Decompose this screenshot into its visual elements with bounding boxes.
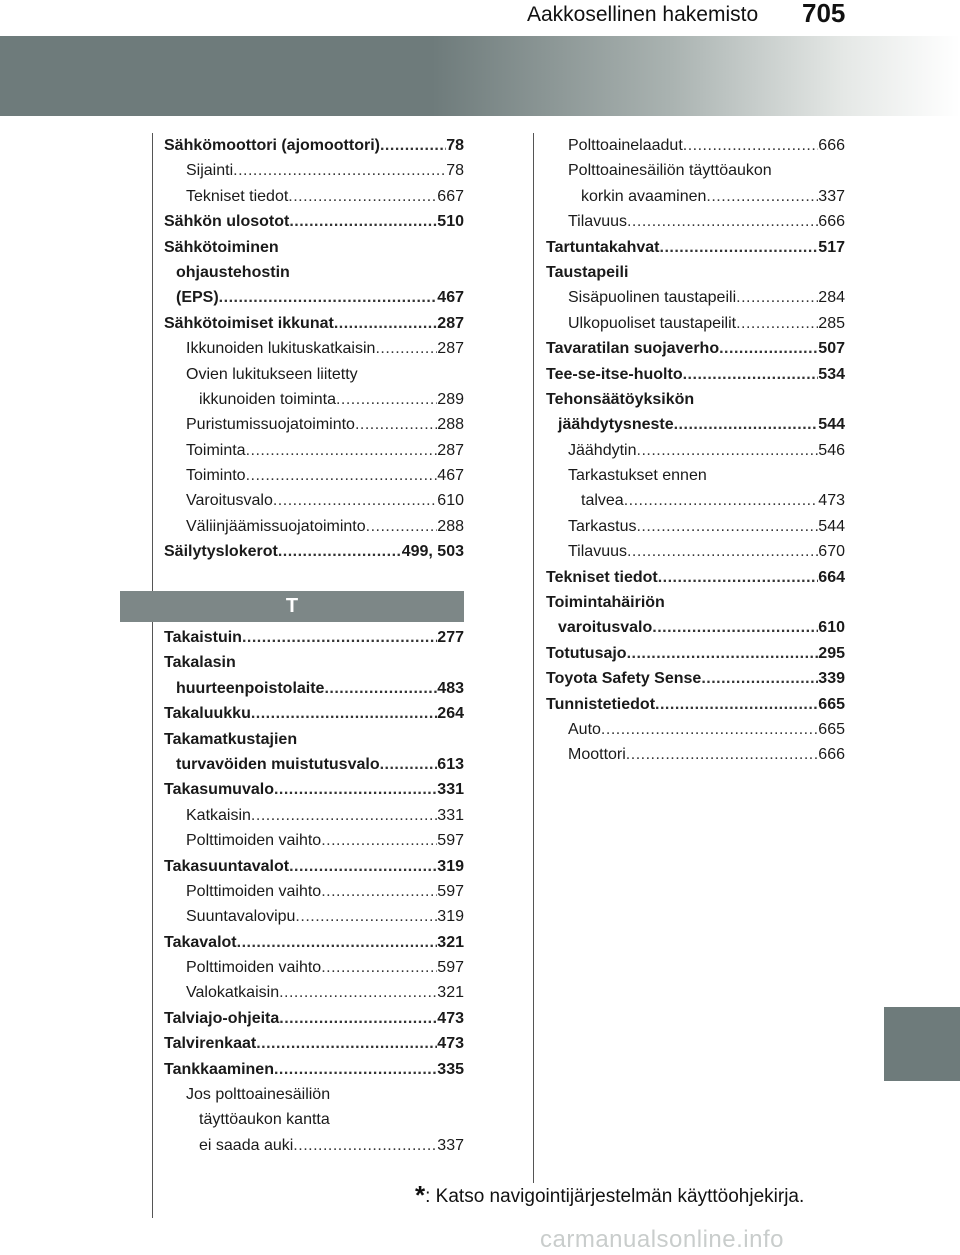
leader-dots [246, 438, 438, 463]
index-entry-page: 666 [818, 213, 845, 231]
index-entry [164, 701, 464, 726]
index-entry-page: 610 [437, 492, 464, 510]
index-entry-page: 546 [818, 441, 845, 459]
leader-dots [279, 980, 437, 1005]
index-entry [164, 980, 464, 1005]
index-entry [164, 1133, 464, 1158]
index-entry-term: Sähkötoimiset ikkunat [164, 314, 334, 332]
index-entry-page: 544 [818, 517, 845, 535]
index-entry-term: Takalasin [164, 654, 236, 672]
index-entry-term: Auto [568, 720, 601, 738]
index-entry [546, 158, 845, 183]
index-entry-term: varoitusvalo [558, 619, 653, 637]
index-entry [164, 362, 464, 387]
index-entry [546, 666, 845, 691]
index-entry-term: Polttoainelaadut [568, 136, 683, 154]
index-entry-term: Sijainti [186, 162, 234, 180]
index-entry-page: 337 [437, 1136, 464, 1154]
leader-dots [624, 488, 819, 513]
leader-dots [655, 692, 818, 717]
index-entry [164, 1107, 464, 1132]
index-entry-page: 597 [437, 882, 464, 900]
index-entry [546, 387, 845, 412]
index-entry [546, 539, 845, 564]
leader-dots [274, 1057, 437, 1082]
index-entry [546, 412, 845, 437]
leader-dots [288, 184, 437, 209]
leader-dots [334, 311, 437, 336]
header-band [0, 36, 960, 116]
index-entry [164, 158, 464, 183]
index-entry-term: Tekniset tiedot [546, 568, 658, 586]
index-column-left-bottom [164, 625, 464, 1158]
page-number: 705 [802, 0, 846, 28]
index-entry-page: 473 [437, 1035, 464, 1053]
index-entry-term: (EPS) [176, 289, 219, 307]
section-letter-bar: T [120, 591, 464, 622]
index-entry-page: 597 [437, 832, 464, 850]
index-entry-term: Tarkastus [568, 517, 637, 535]
footnote [415, 1180, 804, 1211]
index-entry-page: 544 [818, 416, 845, 434]
index-entry-term: Toiminta [186, 441, 246, 459]
leader-dots [321, 955, 437, 980]
index-entry-term: Valokatkaisin [186, 984, 280, 1002]
index-entry-page: 319 [437, 857, 464, 875]
index-entry [164, 930, 464, 955]
index-entry-term: Säilytyslokerot [164, 543, 278, 561]
index-entry [164, 904, 464, 929]
index-entry [164, 1057, 464, 1082]
index-entry-term: Toyota Safety Sense [546, 670, 702, 688]
leader-dots [683, 362, 819, 387]
leader-dots [636, 514, 818, 539]
leader-dots [736, 285, 818, 310]
index-entry-term: ikkunoiden toiminta [199, 390, 336, 408]
leader-dots [601, 717, 818, 742]
index-entry-term: Moottori [568, 746, 626, 764]
index-entry-term: Ulkopuoliset taustapeilit [568, 314, 737, 332]
index-entry-page: 517 [818, 238, 845, 256]
index-entry [546, 311, 845, 336]
index-entry-page: 664 [818, 568, 845, 586]
column-divider-right [533, 133, 534, 1183]
index-entry-page: 78 [446, 162, 464, 180]
index-entry-page: 289 [437, 390, 464, 408]
index-entry-term: Takasuuntavalot [164, 857, 290, 875]
index-entry-term: Tartuntakahvat [546, 238, 660, 256]
index-entry [164, 625, 464, 650]
index-entry-page: 337 [818, 187, 845, 205]
index-entry-page: 331 [437, 806, 464, 824]
index-column-right [546, 133, 845, 768]
leader-dots [233, 158, 446, 183]
index-entry-term: Toiminto [186, 467, 246, 485]
index-entry-page: 667 [437, 187, 464, 205]
index-entry [546, 742, 845, 767]
index-entry-page: 339 [818, 670, 845, 688]
chapter-side-tab [884, 1007, 960, 1081]
index-entry [546, 641, 845, 666]
index-entry-term: täyttöaukon kantta [199, 1111, 330, 1129]
index-entry-page: 665 [818, 695, 845, 713]
index-entry [164, 260, 464, 285]
index-entry-page: 335 [437, 1060, 464, 1078]
index-entry [164, 235, 464, 260]
index-entry [164, 1031, 464, 1056]
index-entry [164, 777, 464, 802]
index-entry [164, 311, 464, 336]
index-entry [164, 133, 464, 158]
index-entry-term: Polttimoiden vaihto [186, 959, 322, 977]
leader-dots [706, 184, 818, 209]
index-entry-page: 321 [437, 933, 464, 951]
index-entry [546, 590, 845, 615]
index-entry [164, 285, 464, 310]
index-entry [164, 676, 464, 701]
index-entry-term: Varoitusvalo [186, 492, 273, 510]
index-entry-term: Tarkastukset ennen [568, 467, 707, 485]
leader-dots [251, 701, 437, 726]
leader-dots [251, 803, 437, 828]
index-entry-term: ohjaustehostin [176, 263, 290, 281]
index-entry-term: Katkaisin [186, 806, 251, 824]
index-entry-term: Sähkömoottori (ajomoottori) [164, 136, 380, 154]
index-entry-page: 534 [818, 365, 845, 383]
index-entry-page: 331 [437, 781, 464, 799]
leader-dots [246, 463, 438, 488]
index-entry-term: Tilavuus [568, 543, 627, 561]
index-entry [164, 854, 464, 879]
leader-dots [652, 615, 818, 640]
index-entry-page: 665 [818, 720, 845, 738]
index-entry-term: Takaluukku [164, 705, 251, 723]
index-entry-page: 613 [437, 755, 464, 773]
index-entry [546, 133, 845, 158]
index-entry-page: 597 [437, 959, 464, 977]
index-entry-term: Tavaratilan suojaverho [546, 340, 720, 358]
index-entry-term: huurteenpoistolaite [176, 679, 325, 697]
index-entry-page: 666 [818, 136, 845, 154]
leader-dots [237, 930, 438, 955]
index-entry [164, 1082, 464, 1107]
index-entry [546, 488, 845, 513]
index-entry-term: Suuntavalovipu [186, 908, 296, 926]
index-entry-page: 483 [437, 679, 464, 697]
index-entry-term: Väliinjäämissuojatoiminto [186, 517, 366, 535]
index-entry-page: 285 [818, 314, 845, 332]
index-entry-page: 288 [437, 416, 464, 434]
leader-dots [274, 777, 437, 802]
index-entry [546, 615, 845, 640]
index-entry [164, 803, 464, 828]
index-entry [164, 209, 464, 234]
index-entry-page: 510 [437, 213, 464, 231]
index-entry [164, 412, 464, 437]
index-entry-term: Tilavuus [568, 213, 627, 231]
index-entry [546, 184, 845, 209]
index-entry-term: Jos polttoainesäiliön [186, 1086, 331, 1104]
index-entry-term: jäähdytysneste [558, 416, 674, 434]
leader-dots [279, 1006, 437, 1031]
leader-dots [660, 235, 819, 260]
index-entry-page: 670 [818, 543, 845, 561]
index-entry-page: 319 [437, 908, 464, 926]
index-entry [164, 828, 464, 853]
index-entry-page: 78 [446, 136, 464, 154]
index-entry [546, 463, 845, 488]
leader-dots [289, 854, 437, 879]
index-entry [546, 209, 845, 234]
index-entry-page: 264 [437, 705, 464, 723]
index-entry-term: Takavalot [164, 933, 237, 951]
index-entry [164, 438, 464, 463]
index-entry-term: Jäähdytin [568, 441, 637, 459]
index-entry-page: 610 [818, 619, 845, 637]
index-entry-term: Talvirenkaat [164, 1035, 257, 1053]
index-entry [164, 539, 464, 564]
index-entry-term: Sähkön ulosotot [164, 213, 290, 231]
index-entry-page: 666 [818, 746, 845, 764]
leader-dots [637, 438, 819, 463]
index-entry-term: Tankkaaminen [164, 1060, 274, 1078]
index-entry-term: Polttimoiden vaihto [186, 832, 322, 850]
index-entry [164, 488, 464, 513]
index-entry [546, 235, 845, 260]
index-entry-page: 295 [818, 644, 845, 662]
index-entry-term: Taustapeili [546, 263, 629, 281]
leader-dots [366, 514, 438, 539]
footnote-text: : Katso navigointijärjestelmän käyttöohjekirja. [425, 1186, 805, 1207]
index-entry-term: Tunnistetiedot [546, 695, 656, 713]
index-entry-term: Toimintahäiriön [546, 594, 665, 612]
leader-dots [683, 133, 819, 158]
leader-dots [719, 336, 818, 361]
index-entry [164, 727, 464, 752]
index-entry [546, 514, 845, 539]
leader-dots [242, 625, 437, 650]
leader-dots [380, 133, 446, 158]
leader-dots [289, 209, 437, 234]
index-entry [164, 752, 464, 777]
index-entry [164, 650, 464, 675]
index-entry-page: 287 [437, 314, 464, 332]
column-divider-left [152, 133, 153, 1218]
leader-dots [295, 904, 437, 929]
index-entry [546, 285, 845, 310]
index-entry-term: talvea [581, 492, 624, 510]
index-entry [164, 879, 464, 904]
leader-dots [219, 285, 438, 310]
index-entry-term: Takaistuin [164, 628, 242, 646]
leader-dots [321, 879, 437, 904]
index-entry-term: ei saada auki [199, 1136, 294, 1154]
index-entry [164, 387, 464, 412]
index-entry-term: Takamatkustajien [164, 730, 298, 748]
index-entry [546, 565, 845, 590]
index-column-left-top [164, 133, 464, 565]
index-entry-term: Polttimoiden vaihto [186, 882, 322, 900]
index-entry-term: Tee-se-itse-huolto [546, 365, 683, 383]
leader-dots [627, 539, 818, 564]
index-entry [546, 260, 845, 285]
leader-dots [658, 565, 819, 590]
leader-dots [375, 336, 437, 361]
index-entry [546, 717, 845, 742]
index-entry-page: 467 [437, 289, 464, 307]
index-entry [164, 336, 464, 361]
leader-dots [336, 387, 437, 412]
index-entry-page: 473 [818, 492, 845, 510]
index-entry-term: Sähkötoiminen [164, 238, 279, 256]
index-entry-term: Sisäpuolinen taustapeili [568, 289, 737, 307]
index-entry [164, 463, 464, 488]
index-entry-term: Takasumuvalo [164, 781, 274, 799]
leader-dots [701, 666, 818, 691]
index-entry [546, 438, 845, 463]
page-header [0, 0, 960, 36]
leader-dots [627, 209, 818, 234]
leader-dots [324, 676, 437, 701]
index-entry-page: 277 [437, 628, 464, 646]
index-entry [546, 336, 845, 361]
index-entry-term: Tekniset tiedot [186, 187, 289, 205]
index-entry [546, 692, 845, 717]
header-title: Aakkosellinen hakemisto [527, 3, 759, 26]
index-entry [164, 184, 464, 209]
leader-dots [256, 1031, 437, 1056]
watermark: carmanualsonline.info [540, 1226, 784, 1253]
leader-dots [293, 1133, 437, 1158]
index-entry-term: Puristumissuojatoiminto [186, 416, 355, 434]
leader-dots [674, 412, 819, 437]
index-entry-page: 287 [437, 340, 464, 358]
index-entry-page: 284 [818, 289, 845, 307]
leader-dots [273, 488, 437, 513]
index-entry-page: 507 [818, 340, 845, 358]
leader-dots [380, 752, 438, 777]
index-entry-page: 473 [437, 1009, 464, 1027]
index-entry-page: 287 [437, 441, 464, 459]
index-entry-term: Ovien lukitukseen liitetty [186, 365, 358, 383]
footnote-asterisk: * [415, 1180, 426, 1210]
index-entry-term: Tehonsäätöyksikön [546, 390, 695, 408]
index-entry-term: korkin avaaminen [581, 187, 707, 205]
leader-dots [627, 641, 819, 666]
index-entry-term: Polttoainesäiliön täyttöaukon [568, 162, 772, 180]
index-entry-page: 288 [437, 517, 464, 535]
leader-dots [321, 828, 437, 853]
index-entry-term: Totutusajo [546, 644, 627, 662]
index-entry [164, 1006, 464, 1031]
leader-dots [626, 742, 819, 767]
index-entry-term: Talviajo-ohjeita [164, 1009, 280, 1027]
leader-dots [355, 412, 437, 437]
index-entry [164, 955, 464, 980]
index-entry-page: 321 [437, 984, 464, 1002]
index-entry [546, 362, 845, 387]
index-entry [164, 514, 464, 539]
index-entry-page: 499, 503 [401, 543, 464, 561]
index-entry-term: turvavöiden muistutusvalo [176, 755, 380, 773]
leader-dots [736, 311, 818, 336]
leader-dots [278, 539, 402, 564]
index-entry-page: 467 [437, 467, 464, 485]
index-entry-term: Ikkunoiden lukituskatkaisin [186, 340, 376, 358]
